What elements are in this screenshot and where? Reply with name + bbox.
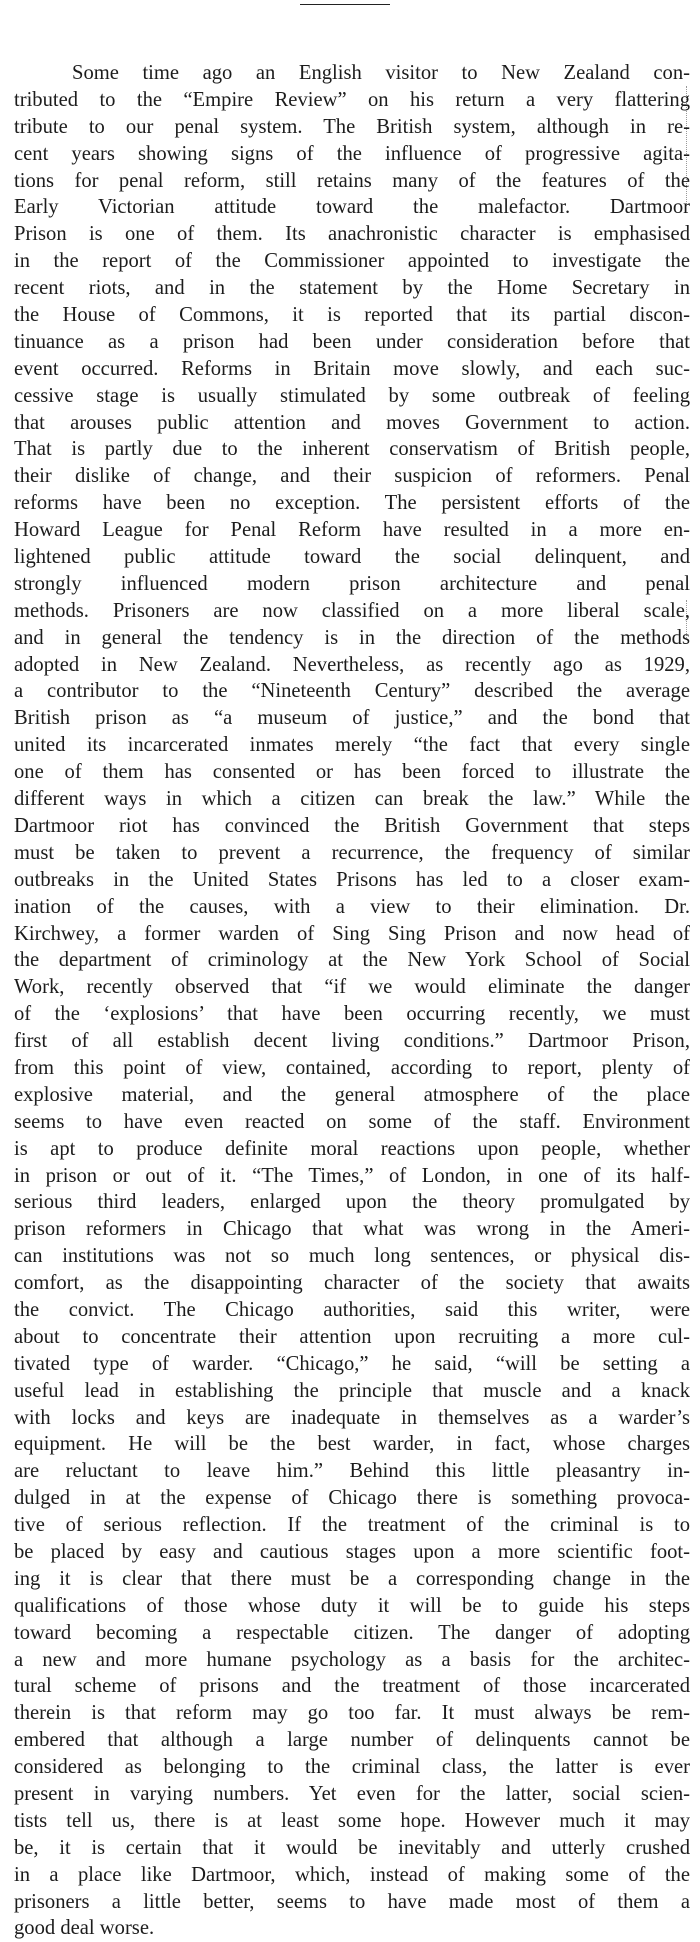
text-line: tions for penal reform, still retains many of the features of the: [14, 169, 690, 192]
text-line: Dartmoor riot has convinced the British Government that steps: [14, 814, 690, 837]
text-line: is apt to produce definite moral reactions upon people, whether: [14, 1137, 690, 1160]
text-line: reforms have been no exception. The persistent efforts of the: [14, 492, 690, 515]
text-line: comfort, as the disappointing character of the society that awaits: [14, 1272, 690, 1295]
text-line: lightened public attitude toward the social delinquent, and: [14, 546, 690, 569]
text-line: Work, recently observed that “if we would eliminate the danger: [14, 976, 690, 999]
text-line: tribute to our penal system. The British system, although in re-: [14, 115, 690, 138]
text-line: from this point of view, contained, according to report, plenty of: [14, 1056, 690, 1079]
text-line: recent riots, and in the statement by the Home Secretary in: [14, 277, 690, 300]
text-line: embered that although a large number of delinquents cannot be: [14, 1729, 690, 1752]
text-line: adopted in New Zealand. Nevertheless, as recently ago as 1929,: [14, 653, 690, 676]
text-line: That is partly due to the inherent conservatism of British people,: [14, 438, 690, 461]
text-line: cent years showing signs of the influence of progressive agita-: [14, 142, 690, 165]
text-line: the House of Commons, it is reported that its partial discon-: [14, 304, 690, 327]
text-line: be placed by easy and cautious stages upon a more scientific foot-: [14, 1540, 690, 1563]
text-line: good deal worse.: [14, 1917, 155, 1940]
text-line: Howard League for Penal Reform have resulted in a more en-: [14, 519, 690, 542]
text-line: ing it is clear that there must be a corresponding change in the: [14, 1567, 690, 1590]
text-line: qualifications of those whose duty it will be to guide his steps: [14, 1594, 690, 1617]
text-line: first of all establish decent living conditions.” Dartmoor Prison,: [14, 1030, 690, 1053]
text-line: tive of serious reflection. If the treatment of the criminal is to: [14, 1514, 690, 1537]
text-line: in a place like Dartmoor, which, instead of making some of the: [14, 1863, 690, 1886]
text-line: therein is that reform may go too far. It must always be rem-: [14, 1702, 690, 1725]
text-line: outbreaks in the United States Prisons has led to a closer exam-: [14, 868, 690, 891]
header-rule: [300, 4, 390, 5]
text-line: united its incarcerated inmates merely “the fact that every single: [14, 734, 690, 757]
text-line: explosive material, and the general atmosphere of the place: [14, 1083, 690, 1106]
text-line: tists tell us, there is at least some hope. However much it may: [14, 1809, 690, 1832]
article-body: [14, 60, 690, 1942]
text-line: the department of criminology at the New York School of Social: [14, 949, 690, 972]
text-line: Early Victorian attitude toward the malefactor. Dartmoor: [14, 196, 690, 219]
text-line: useful lead in establishing the principle that muscle and a knack: [14, 1379, 690, 1402]
text-line: Some time ago an English visitor to New Zealand con-: [72, 62, 690, 84]
text-line: present in varying numbers. Yet even for the latter, social scien-: [14, 1783, 690, 1805]
text-line: tivated type of warder. “Chicago,” he said, “will be setting a: [14, 1352, 690, 1375]
text-line: tural scheme of prisons and the treatment of those incarcerated: [14, 1675, 690, 1698]
text-line: one of them has consented or has been forced to illustrate the: [14, 761, 690, 784]
text-line: cessive stage is usually stimulated by some outbreak of feeling: [14, 384, 690, 407]
text-line: methods. Prisoners are now classified on a more liberal scale,: [14, 599, 690, 622]
text-line: Kirchwey, a former warden of Sing Sing Prison and now head of: [14, 922, 690, 945]
text-line: be, it is certain that it would be inevitably and utterly crushed: [14, 1836, 690, 1859]
text-line: tinuance as a prison had been under consideration before that: [14, 330, 690, 353]
text-line: that arouses public attention and moves Government to action.: [14, 411, 690, 434]
text-line: different ways in which a citizen can break the law.” While the: [14, 788, 690, 811]
text-line: in the report of the Commissioner appointed to investigate the: [14, 250, 690, 273]
text-line: seems to have even reacted on some of the staff. Environment: [14, 1110, 690, 1133]
text-line: serious third leaders, enlarged upon the theory promulgated by: [14, 1191, 690, 1214]
text-line: can institutions was not so much long sentences, or physical dis-: [14, 1245, 690, 1268]
text-line: prisoners a little better, seems to have made most of them a: [14, 1890, 690, 1913]
text-line: prison reformers in Chicago that what was wrong in the Ameri-: [14, 1218, 690, 1241]
text-line: of the ‘explosions’ that have been occurring recently, we must: [14, 1003, 690, 1026]
text-line: ination of the causes, with a view to their elimination. Dr.: [14, 895, 690, 918]
text-line: with locks and keys are inadequate in themselves as a warder’s: [14, 1406, 690, 1429]
text-line: must be taken to prevent a recurrence, the frequency of similar: [14, 841, 690, 864]
text-line: tributed to the “Empire Review” on his return a very flattering: [14, 88, 690, 111]
text-line: a new and more humane psychology as a basis for the architec-: [14, 1648, 690, 1671]
text-line: a contributor to the “Nineteenth Century” described the average: [14, 680, 690, 703]
text-line: are reluctant to leave him.” Behind this little pleasantry in-: [14, 1460, 690, 1483]
text-line: and in general the tendency is in the direction of the methods: [14, 626, 690, 649]
text-line: the convict. The Chicago authorities, said this writer, were: [14, 1298, 690, 1321]
text-line: considered as belonging to the criminal class, the latter is ever: [14, 1756, 690, 1779]
text-line: event occurred. Reforms in Britain move slowly, and each suc-: [14, 357, 690, 380]
text-line: equipment. He will be the best warder, in fact, whose charges: [14, 1433, 690, 1456]
text-line: dulged in at the expense of Chicago there is something provoca-: [14, 1487, 690, 1510]
text-line: about to concentrate their attention upon recruiting a more cul-: [14, 1325, 690, 1348]
text-line: their dislike of change, and their suspicion of reformers. Penal: [14, 465, 690, 488]
text-line: strongly influenced modern prison architecture and penal: [14, 572, 690, 595]
text-line: British prison as “a museum of justice,” and the bond that: [14, 707, 690, 730]
text-line: Prison is one of them. Its anachronistic character is emphasised: [14, 223, 690, 246]
text-line: toward becoming a respectable citizen. The danger of adopting: [14, 1621, 690, 1644]
text-line: in prison or out of it. “The Times,” of London, in one of its half-: [14, 1164, 690, 1187]
